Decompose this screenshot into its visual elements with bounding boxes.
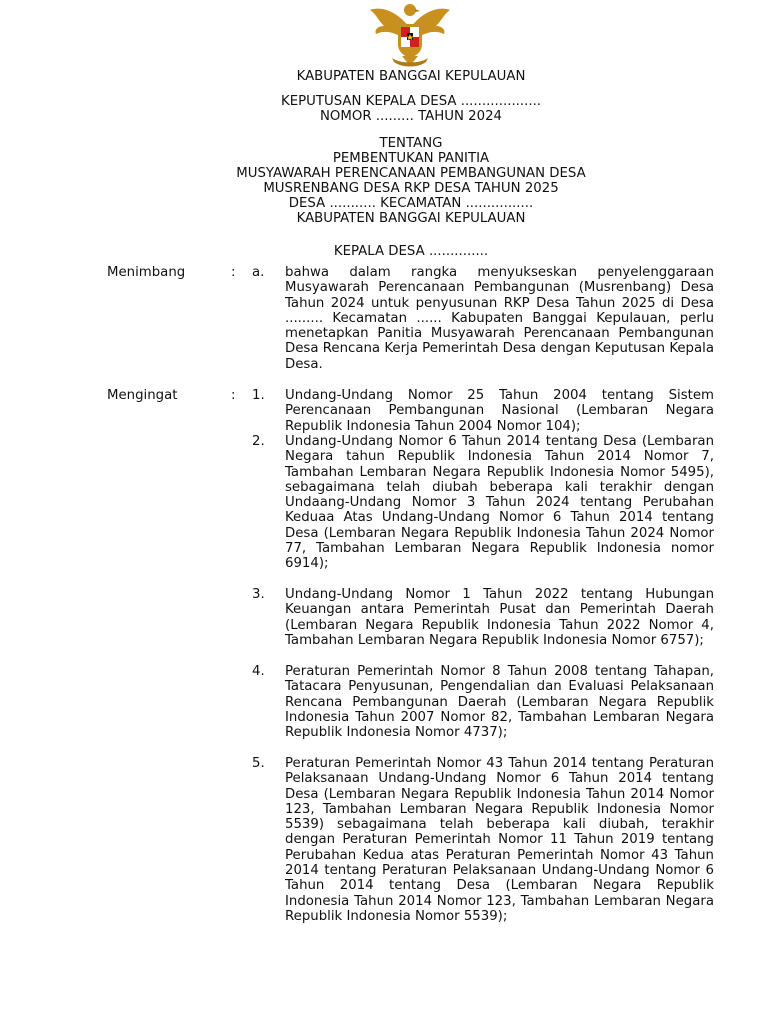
subject-line: TENTANG <box>379 136 443 151</box>
item-text: Undang-Undang Nomor 1 Tahun 2022 tentang Hubungan Keuangan antara Pemerintah Pusat dan Pemerintah Daerah (Lembaran Negara Republik Indonesia Tahun 2022 Nomor 4, Tambahan Lembaran Negara Republik Indonesia Nomor 6757); <box>285 587 714 648</box>
item-marker: a. <box>252 265 265 280</box>
section-label: Mengingat <box>107 388 178 403</box>
official-title: KEPALA DESA .............. <box>333 244 489 259</box>
item-marker: 3. <box>252 587 265 602</box>
item-text: Undang-Undang Nomor 6 Tahun 2014 tentang Desa (Lembaran Negara tahun Republik Indonesia Tahun 2014 Nomor 7, Tambahan Lembaran Negara Republik Indonesia Nomor 5495), sebagaimana telah diubah beberapa kali terakhir dengan Undaang-Undang Nomor 3 Tahun 2024 tentang Perubahan Keduaa Atas Undang-Undang Nomor 6 Tahun 2014 tentang Desa (Lembaran Negara Republik Indonesia Tahun 2024 Nomor 77, Tambahan Lembaran Negara Republik Indonesia nomor 6914); <box>285 434 714 572</box>
decree-number: NOMOR ......... TAHUN 2024 <box>319 109 502 124</box>
section-label: Menimbang <box>107 265 186 280</box>
subject-line: KABUPATEN BANGGAI KEPULAUAN <box>296 211 526 226</box>
subject-line: DESA ........... KECAMATAN ................ <box>288 196 534 211</box>
subject-line: MUSYAWARAH PERENCANAAN PEMBANGUNAN DESA <box>236 166 586 181</box>
decree-subject <box>0 136 768 226</box>
regency-title: KABUPATEN BANGGAI KEPULAUAN <box>296 69 526 84</box>
decree-heading <box>0 94 768 124</box>
item-marker: 5. <box>252 756 265 771</box>
item-text: Peraturan Pemerintah Nomor 43 Tahun 2014 tentang Peraturan Pelaksanaan Undang-Undang Nomor 6 Tahun 2014 tentang Desa (Lembaran Negara Republik Indonesia Tahun 2014 Nomor 123, Tambahan Lembaran Negara Republik Indonesia Nomor 5539) sebagaimana telah beberapa kali diubah, terakhir dengan Peraturan Pemerintah Nomor 11 Tahun 2019 tentang Perubahan Kedua atas Peraturan Pemerintah Nomor 43 Tahun 2014 tentang Peraturan Pelaksanaan Undang-Undang Nomor 6 Tahun 2014 tentang Desa (Lembaran Negara Republik Indonesia Tahun 2014 Nomor 123, Tambahan Lembaran Negara Republik Indonesia Nomor 5539); <box>285 756 714 924</box>
garuda-emblem-icon <box>366 0 454 70</box>
item-text: bahwa dalam rangka menyukseskan penyelenggaraan Musyawarah Perencanaan Pembangunan (Musrenbang) Desa Tahun 2024 untuk penyusunan RKP Desa Tahun 2025 di Desa ......... Kecamatan ...... Kabupaten Banggai Kepulauan, perlu menetapkan Panitia Musyawarah Perencanaan Pembangunan Desa Rencana Kerja Pemerintah Desa dengan Keputusan Kepala Desa. <box>285 265 714 372</box>
item-marker: 1. <box>252 388 265 403</box>
decree-title: KEPUTUSAN KEPALA DESA ................... <box>280 94 542 109</box>
section-colon: : <box>231 388 236 403</box>
section-colon: : <box>231 265 236 280</box>
item-text: Peraturan Pemerintah Nomor 8 Tahun 2008 tentang Tahapan, Tatacara Penyusunan, Pengendalian dan Evaluasi Pelaksanaan Rencana Pembangunan Daerah (Lembaran Negara Republik Indonesia Tahun 2007 Nomor 82, Tambahan Lembaran Negara Republik Indonesia Nomor 4737); <box>285 664 714 741</box>
subject-line: PEMBENTUKAN PANITIA <box>332 151 490 166</box>
item-marker: 2. <box>252 434 265 449</box>
item-marker: 4. <box>252 664 265 679</box>
item-text: Undang-Undang Nomor 25 Tahun 2004 tentang Sistem Perencanaan Pembangunan Nasional (Lembaran Negara Republik Indonesia Tahun 2004 Nomor 104); <box>285 388 714 434</box>
subject-line: MUSRENBANG DESA RKP DESA TAHUN 2025 <box>263 181 559 196</box>
